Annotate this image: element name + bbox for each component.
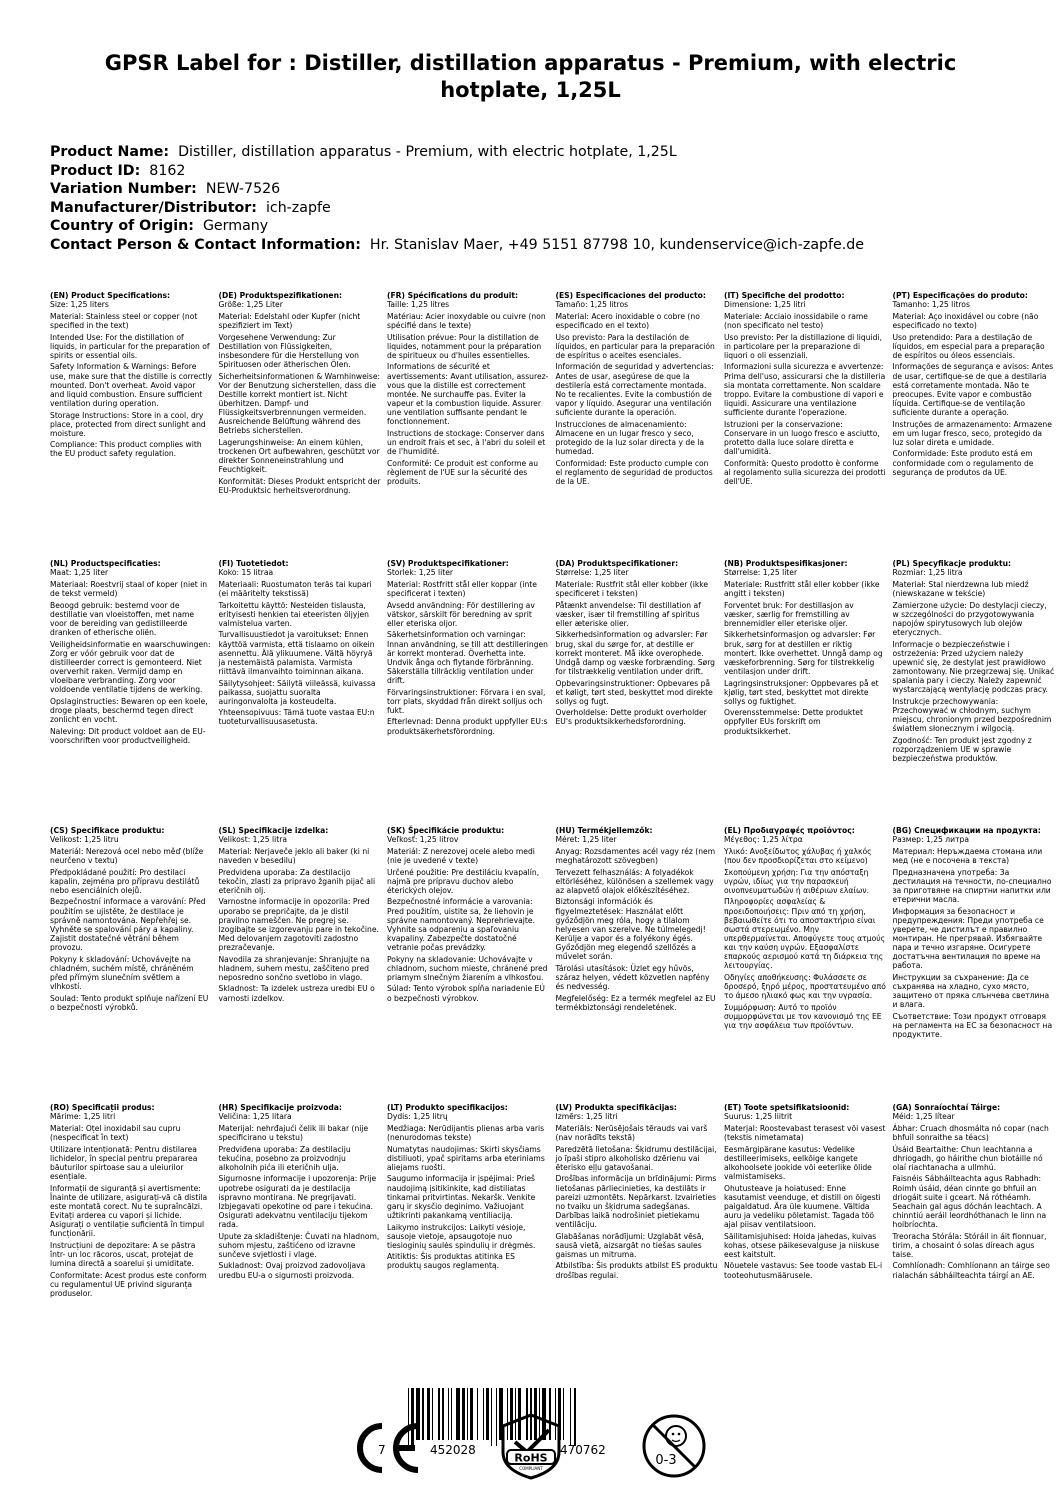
- spec-paragraph: Uso pretendido: Para a destilação de líquidos, em especial para a preparação de espíritos ou óleos essenciais.: [892, 332, 1045, 360]
- spec-title: (HU) Termékjellemzők:: [555, 826, 653, 835]
- spec-title: (DA) Produktspecifikationer:: [555, 559, 679, 568]
- spec-paragraph: Atitiktis: Šis produktas atitinka ES produktų saugos reglamentą.: [387, 1252, 515, 1271]
- spec-block: [724, 291, 886, 488]
- spec-paragraph: Utilisation prévue: Pour la distillation de liquides, notamment pour la préparation de spiritueux ou d'huiles essentielles.: [387, 332, 542, 360]
- spec-title: (EN) Product Specifications:: [50, 291, 171, 300]
- spec-title: (SL) Specifikacije izdelka:: [218, 826, 329, 835]
- spec-paragraph: Bezpečnostné informácie a varovania: Pred použitím, uistite sa, že liehovin je správne namontovaný. Neprehrievajte. Vyhnite sa odpareniu a spaľovaniu kvapaliny. Zabezpečte dostatočné vetranie počas prevádzky.: [387, 897, 535, 952]
- spec-paragraph: Size: 1,25 liters: [50, 300, 109, 310]
- spec-title: (HR) Specifikacije proizvoda:: [218, 1103, 342, 1112]
- spec-title: (CS) Specifikace produktu:: [50, 826, 165, 835]
- spec-paragraph: Atbilstība: Šis produkts atbilst ES produktu drošības regulai.: [555, 1261, 718, 1280]
- spec-block: [556, 559, 718, 729]
- spec-paragraph: Pokyny na skladovanie: Uchovávajte v chladnom, suchom mieste, chránené pred priamym slnečným žiarením a vlhkosťou.: [387, 954, 548, 982]
- product-info-row: [50, 236, 1030, 255]
- spec-paragraph: Säkerhetsinformation och varningar: Innan användning, se till att destilleringen är korrekt monterad. Överhetta inte. Undvik ånga och flytande förbränning. Säkerställa tillräcklig ventilation under drift.: [387, 630, 548, 685]
- spec-paragraph: Laikymo instrukcijos: Laikyti vėsioje, sausoje vietoje, apsaugotoje nuo tiesioginių saulės spindulių ir drėgmės.: [387, 1222, 536, 1250]
- spec-block: [387, 826, 549, 1005]
- spec-paragraph: Intended Use: For the distillation of liquids, in particular for the preparation of spirits or essential oils.: [50, 332, 210, 360]
- spec-paragraph: Informazioni sulla sicurezza e avvertenze: Prima dell'uso, assicurarsi che la distilleria sia montata correttamente. Non scaldare troppo. Evitare la combustione di vapori e liquidi. Assicurare una ventilazione sufficiente durante l'operazione.: [724, 362, 886, 417]
- product-info-value: ich-zapfe: [265, 199, 331, 216]
- spec-paragraph: Rozmiar: 1,25 litra: [892, 568, 963, 578]
- spec-block: [219, 291, 381, 498]
- spec-paragraph: Naleving: Dit product voldoet aan de EU-voorschriften voor productveiligheid.: [50, 726, 206, 745]
- spec-paragraph: Taille: 1,25 litres: [387, 300, 450, 310]
- spec-title: (FR) Spécifications du produit:: [387, 291, 519, 300]
- spec-block: [387, 291, 549, 488]
- product-info-label: Variation Number:: [50, 181, 197, 198]
- spec-paragraph: Conformità: Questo prodotto è conforme al regolamento sulla sicurezza dei prodotti dell'UE.: [724, 458, 886, 486]
- spec-paragraph: Materiál: Z nerezovej ocele alebo medi (nie je uvedené v texte): [387, 846, 535, 865]
- spec-block: [219, 826, 381, 1005]
- product-info-value: NEW-7526: [205, 181, 281, 198]
- spec-paragraph: Materiał: Stal nierdzewna lub miedź (niewskazane w tekście): [892, 579, 1029, 598]
- spec-paragraph: Určené použitie: Pre destiláciu kvapalín, najmä pre prípravu duchov alebo éterických olejov.: [387, 867, 540, 895]
- spec-block: [893, 826, 1055, 1042]
- age-label: 0-3: [655, 1453, 677, 1468]
- certification-icons: [0, 1412, 1061, 1500]
- spec-paragraph: Размер: 1,25 литра: [892, 835, 969, 845]
- spec-paragraph: Tarkoitettu käyttö: Nesteiden tislausta, erityisesti henkien tai eteeristen öljyjen valmistelua varten.: [218, 600, 369, 628]
- spec-paragraph: Biztonsági információk és figyelmeztetések: Használat előtt győződjön meg róla, hogy a tilalom helyesen van szerelve. Ne túlmelegedj! Kerülje a vapor és a folyékony égés. Győződjön meg elegendő szellőzés a művelet során.: [555, 897, 706, 961]
- spec-paragraph: Materiale: Rustfrit stål eller kobber (ikke specificeret i teksten): [555, 579, 709, 598]
- spec-title: (LT) Produkto specifikacijos:: [387, 1103, 508, 1112]
- spec-paragraph: Saugumo informacija ir įspėjimai: Prieš naudojimą įsitikinkite, kad distiliatas tinkamai pritvirtintas. Nekaršk. Venkite garų ir skysčio deginimo. Važiuojant užtikrinti pakankamą ventiliaciją.: [387, 1174, 536, 1220]
- product-info-label: Product ID:: [50, 162, 141, 179]
- spec-paragraph: Megfelelőség: Ez a termék megfelel az EU termékbiztonsági rendeletének.: [555, 993, 716, 1012]
- barcode-number-left: 7: [378, 1443, 386, 1457]
- spec-paragraph: Istruzioni per la conservazione: Conservare in un luogo fresco e asciutto, protetto dalla luce solare diretta e dall'umidità.: [724, 419, 880, 456]
- spec-paragraph: Sikkerhetsinformasjon og advarsler: Før bruk, sørg for at destillen er riktig montert. Ikke overhettet. Unngå damp og væskeforbrenning. Sørg for tilstrekkelig ventilasjon under drift.: [724, 630, 883, 676]
- spec-paragraph: Conformitate: Acest produs este conform cu regulamentul UE privind siguranța produselor.: [50, 1270, 207, 1298]
- spec-paragraph: Overholdelse: Dette produkt overholder EU's produktsikkerhedsforordning.: [555, 708, 707, 727]
- spec-paragraph: Material: Edelstahl oder Kupfer (nicht spezifiziert im Text): [218, 311, 361, 330]
- spec-paragraph: Úsáid Beartaithe: Chun leachtanna a dhriogadh, go háirithe chun biotáille nó olaí riachtanacha a ullmhú.: [892, 1144, 1043, 1172]
- spec-paragraph: Οδηγίες αποθήκευσης: Φυλάσσετε σε δροσερό, ξηρό μέρος, προστατευμένο από το άμεσο ηλιακό φως και την υγρασία.: [724, 972, 886, 1000]
- spec-paragraph: Koko: 15 litraa: [218, 568, 274, 578]
- spec-paragraph: Paredzētā lietošana: Šķidrumu destilācijai, jo īpaši stipro alkoholisko dzērienu vai ēterisko eļļu gatavošanai.: [555, 1144, 717, 1172]
- spec-title: (GA) Sonraíochtaí Táirge:: [892, 1103, 1001, 1112]
- spec-paragraph: Méid: 1,25 lítear: [892, 1112, 955, 1122]
- spec-paragraph: Σκοπούμενη χρήση: Για την απόσταξη υγρών, ιδίως για την παρασκευή οινοπνευματωδών ή αιθέριων ελαίων.: [724, 867, 869, 895]
- barcode-number-right: 470762: [560, 1443, 606, 1457]
- spec-paragraph: Materiál: Nerezová ocel nebo měď (blíže neurčeno v textu): [50, 846, 204, 865]
- spec-paragraph: Ohutusteave ja hoiatused: Enne kasutamist veenduge, et distill on õigesti paigaldatud. Ära üle kuumene. Vältida auru ja vedeliku põletamist. Tagada töö ajal piisav ventilatsioon.: [724, 1183, 881, 1229]
- spec-paragraph: Yhteensopivuus: Tämä tuote vastaa EU:n tuoteturvallisuusasetusta.: [218, 708, 375, 727]
- spec-paragraph: Πληροφορίες ασφαλείας & προειδοποιήσεις: Πριν από τη χρήση, βεβαιωθείτε ότι το αποστακτήριο είναι σωστά στερεωμένο. Μην υπερθερμαίνεται. Αποφύγετε τους ατμούς και την καύση υγρών. Εξασφαλίστε επαρκούς αερισμού κατά τη διάρκεια της λειτουργίας.: [724, 897, 886, 971]
- spec-paragraph: Turvallisuustiedot ja varoitukset: Ennen käyttöä varmista, että tislaamo on oikein asennettu. Älä ylikuumene. Vältä höyryä ja nestemäistä palamista. Varmista riittävä ilmanvaihto toiminnan aikana.: [218, 630, 375, 676]
- product-info-value: 8162: [149, 162, 186, 179]
- spec-paragraph: Tamanho: 1,25 litros: [892, 300, 970, 310]
- spec-title: (PL) Specyfikacje produktu:: [892, 559, 1012, 568]
- spec-paragraph: Información de seguridad y advertencias: Antes de usar, asegúrese de que la destilería está correctamente montada. No te recalientes. Evite la combustión de vapor y líquido. Asegurar una ventilación suficiente durante la operación.: [555, 362, 714, 417]
- spec-paragraph: Opslaginstructies: Bewaren op een koele, droge plaats, beschermd tegen direct zonlicht en vocht.: [50, 696, 208, 724]
- spec-paragraph: Faisnéis Sábháilteachta agus Rabhadh: Roimh úsáid, déan cinnte go bhfuil an driogáit suite i gceart. Ná róthéamh. Seachain gal agus dóchán leachtach. A chinntiú aeráil leordhóthanach le linn na hoibríochta.: [892, 1174, 1047, 1229]
- spec-title: (IT) Specifiche del prodotto:: [724, 291, 845, 300]
- spec-paragraph: Lagringsinstruksjoner: Oppbevares på et kjølig, tørt sted, beskyttet mot direkte sollys og fuktighet.: [724, 678, 879, 706]
- spec-paragraph: Vorgesehene Verwendung: Zur Destillation von Flüssigkeiten, insbesondere für die Herstellung von Spirituosen oder ätherischen Ölen.: [218, 332, 359, 369]
- spec-paragraph: Instrucciones de almacenamiento: Almacene en un lugar fresco y seco, protegido de la luz solar directa y de la humedad.: [555, 419, 705, 456]
- spec-paragraph: Informacje o bezpieczeństwie i ostrzeżenia: Przed użyciem należy upewnić się, że destylat jest prawidłowo zamontowany. Nie przegrzewaj się. Unikać spalania pary i cieczy. Należy zapewnić wystarczającą wentylację podczas pracy.: [892, 639, 1055, 694]
- spec-paragraph: Upute za skladištenje: Čuvati na hladnom, suhom mjestu, zaštićeno od izravne sunčeve svjetlosti i vlage.: [218, 1231, 380, 1259]
- spec-paragraph: Instrucțiuni de depozitare: A se păstra într- un loc răcoros, uscat, protejat de lumina directă a soarelui și umiditate.: [50, 1240, 196, 1268]
- spec-title: (SV) Produktspecifikationer:: [387, 559, 509, 568]
- spec-paragraph: Maat: 1,25 liter: [50, 568, 109, 578]
- spec-paragraph: Informații de siguranță și avertismente: Înainte de utilizare, asigurați-vă că distila este montată corect. Nu te supraîncălzi. Evitați arderea cu vapori și lichide. Asigurați o ventilație suficientă în timpul funcționării.: [50, 1183, 208, 1238]
- spec-block: [556, 826, 718, 1014]
- spec-paragraph: Materiaali: Ruostumaton teräs tai kupari (ei määritelty tekstissä): [218, 579, 372, 598]
- spec-title: (ET) Toote spetsifikatsioonid:: [724, 1103, 850, 1112]
- spec-paragraph: Storage Instructions: Store in a cool, dry place, protected from direct sunlight and moisture.: [50, 410, 206, 438]
- spec-block: [724, 826, 886, 1033]
- spec-paragraph: Materiaal: Roestvrij staal of koper (niet in de tekst vermeld): [50, 579, 208, 598]
- spec-paragraph: Skladnost: Ta izdelek ustreza uredbi EU o varnosti izdelkov.: [218, 984, 375, 1003]
- spec-paragraph: Instrukcje przechowywania: Przechowywać w chłodnym, suchym miejscu, chronionym przed bezpośrednim światłem słonecznym i wilgocią.: [892, 696, 1052, 733]
- spec-paragraph: Material: Aço inoxidável ou cobre (não especificado no texto): [892, 311, 1039, 330]
- spec-title: (EL) Προδιαγραφές προϊόντος:: [724, 826, 855, 835]
- spec-paragraph: Izmērs: 1,25 litri: [555, 1112, 618, 1122]
- spec-title: (LV) Produkta specifikācijas:: [555, 1103, 677, 1112]
- spec-paragraph: Predviđena uporaba: Za destilaciju tekućina, posebno za proizvodnju alkoholnih pića ili eteričnih ulja.: [218, 1144, 351, 1172]
- product-info-row: [50, 180, 1030, 199]
- spec-paragraph: Conformidade: Este produto está em conformidade com o regulamento de segurança de produtos da UE.: [892, 449, 1034, 477]
- product-info: [50, 143, 1030, 255]
- spec-paragraph: Mărime: 1,25 litri: [50, 1112, 116, 1122]
- spec-paragraph: Materiale: Acciaio inossidabile o rame (non specificato nel testo): [724, 311, 868, 330]
- spec-paragraph: Numatytas naudojimas: Skirti skysčiams distiliuoti, ypač spiritams arba eteriniams aliejams ruošti.: [387, 1144, 545, 1172]
- spec-block: [219, 1103, 381, 1282]
- spec-paragraph: Materijal: nehrđajući čelik ili bakar (nije specificirano u tekstu): [218, 1123, 369, 1142]
- spec-paragraph: Forventet bruk: For destillasjon av væsker, særlig for fremstilling av brennemidler eller eteriske oljer.: [724, 600, 854, 628]
- spec-block: [724, 559, 886, 738]
- spec-paragraph: Zgodność: Ten produkt jest zgodny z rozporządzeniem UE w sprawie bezpieczeństwa produktów.: [892, 735, 1032, 763]
- spec-paragraph: Konformität: Dieses Produkt entspricht der EU-Produktsic herheitsverordnung.: [218, 476, 381, 495]
- spec-block: [387, 559, 549, 738]
- spec-paragraph: Predvidena uporaba: Za destilacijo tekočin, zlasti za pripravo žganih pijač ali eteričnih olj.: [218, 867, 376, 895]
- product-info-row: [50, 217, 1030, 236]
- spec-paragraph: Glabāšanas norādījumi: Uzglabāt vēsā, sausā vietā, aizsargāt no tiešas saules gaismas un mitruma.: [555, 1231, 704, 1259]
- spec-paragraph: Material: Nerjaveče jeklo ali baker (ki ni naveden v besedilu): [218, 846, 370, 865]
- product-info-row: [50, 199, 1030, 218]
- spec-paragraph: Uso previsto: Para la destilación de líquidos, en particular para la preparación de espíritus o aceites esenciales.: [555, 332, 715, 360]
- product-info-label: Product Name:: [50, 144, 170, 160]
- product-info-label: Country of Origin:: [50, 218, 194, 235]
- spec-paragraph: Veiligheidsinformatie en waarschuwingen: Zorg er vóór gebruik voor dat de distilleerder correct is gemonteerd. Niet oververhit raken. Vermijd damp en vloeibare verbranding. Zorg voor voldoende ventilatie tijdens de werking.: [50, 639, 211, 694]
- spec-paragraph: Medžiaga: Nerūdijantis plienas arba varis (nenurodomas tekste): [387, 1123, 545, 1142]
- spec-paragraph: Påtænkt anvendelse: Til destillation af væsker, især til fremstilling af spiritus eller æteriske olier.: [555, 600, 701, 628]
- spec-paragraph: Pokyny k skladování: Uchovávejte na chladném, suchém místě, chráněném před přímým slunečním světlem a vlhkostí.: [50, 954, 194, 991]
- spec-paragraph: Informations de sécurité et avertissements: Avant utilisation, assurez-vous que la distille est correctement montée. Ne surchauffe pas. Éviter la vapeur et la combustion liquide. Assurer une ventilation suffisante pendant le fonctionnement.: [387, 362, 549, 426]
- spec-paragraph: Beoogd gebruik: bestemd voor de destillatie van vloeistoffen, met name voor de bereiding van gedistilleerde dranken of etherische oliën.: [50, 600, 195, 637]
- spec-paragraph: Compliance: This product complies with the EU product safety regulation.: [50, 440, 202, 459]
- spec-paragraph: Sicherheitsinformationen & Warnhinweise: Vor der Benutzung sicherstellen, dass die Destille korrekt montiert ist. Nicht überhitzen. Dampf- und Flüssigkeitsverbrennungen vermeiden. Ausreichende Belüftung während des Betriebs sicherstellen.: [218, 371, 381, 436]
- spec-block: [556, 1103, 718, 1282]
- spec-paragraph: Säilytysohjeet: Säilytä viileässä, kuivassa paikassa, suojattu suoralta auringonvalolta ja kosteudelta.: [218, 678, 376, 706]
- spec-paragraph: Størrelse: 1,25 liter: [555, 568, 629, 578]
- product-info-row: [50, 143, 1030, 162]
- spec-paragraph: Veľkosť: 1,25 litrov: [387, 835, 459, 845]
- spec-paragraph: Инструкции за съхранение: Да се съхранява на хладно, сухо място, защитено от пряка слънчева светлина и влага.: [892, 972, 1050, 1010]
- spec-paragraph: Съответствие: Този продукт отговаря на регламента на ЕС за безопасност на продуктите.: [892, 1011, 1053, 1039]
- spec-paragraph: Suurus: 1,25 liitrit: [724, 1112, 793, 1122]
- spec-paragraph: Méret: 1,25 liter: [555, 835, 617, 845]
- spec-paragraph: Μέγεθος: 1,25 λίτρα: [724, 835, 803, 845]
- spec-paragraph: Informações de segurança e avisos: Antes de usar, certifique-se de que a destilaria está corretamente montada. Não te preocupes. Evite vapor e combustão líquida. Certifique-se de ventilação suficiente durante a operação.: [892, 362, 1054, 417]
- spec-title: (FI) Tuotetiedot:: [218, 559, 289, 568]
- spec-block: [724, 1103, 886, 1282]
- spec-paragraph: Tamaño: 1,25 litros: [555, 300, 629, 310]
- spec-paragraph: Информация за безопасност и предупреждения: Преди употреба се уверете, че дистилът е правилно монтиран. Не прегрявай. Избягвайте пара и течно изгаряне. Осигурете достатъчна вентилация по време на работа.: [892, 906, 1044, 971]
- rohs-label: RoHS: [514, 1451, 548, 1465]
- spec-paragraph: Varnostne informacije in opozorila: Pred uporabo se prepričajte, da je distil pravilno nameščen. Ne pregrej se. Izogibajte se izgorevanju pare in tekočine. Med delovanjem zagotoviti zadostno prezračevanje.: [218, 897, 379, 952]
- spec-paragraph: Bezpečnostní informace a varování: Před použitím se ujistěte, že destilace je správně namontována. Nepřehřej se. Vyhněte se spalování páry a kapaliny. Zajistit dostatečné větrání během provozu.: [50, 897, 206, 952]
- spec-paragraph: Efterlevnad: Denna produkt uppfyller EU:s produktsäkerhetsförordning.: [387, 717, 548, 736]
- spec-paragraph: Conformité: Ce produit est conforme au règlement de l'UE sur la sécurité des produits.: [387, 458, 539, 486]
- product-info-label: Manufacturer/Distributor:: [50, 199, 257, 216]
- spec-block: [50, 559, 212, 747]
- spec-paragraph: Velikost: 1,25 litra: [218, 835, 287, 845]
- spec-title: (PT) Especificações do produto:: [892, 291, 1028, 300]
- spec-paragraph: Navodila za shranjevanje: Shranjujte na hladnem, suhem mestu, zaščiteno pred neposredno sončno svetlobo in vlago.: [218, 954, 370, 982]
- spec-block: [50, 291, 212, 461]
- product-info-value: Germany: [202, 218, 269, 235]
- barcode-number-middle: 452028: [430, 1443, 476, 1457]
- spec-paragraph: Tervezett felhasználás: A folyadékok eltörléséhez, különösen a szellemek vagy az alapvető olajok előkészítéséhez.: [555, 867, 714, 895]
- spec-title: (DE) Produktspezifikationen:: [218, 291, 343, 300]
- spec-paragraph: Material: Acero inoxidable o cobre (no especificado en el texto): [555, 311, 700, 330]
- spec-paragraph: Instructions de stockage: Conserver dans un endroit frais et sec, à l'abri du soleil et de l'humidité.: [387, 428, 546, 456]
- spec-paragraph: Materiāls: Nerūsējošais tērauds vai varš (nav norādīts tekstā): [555, 1123, 708, 1142]
- spec-paragraph: Conformidad: Este producto cumple con el reglamento de seguridad de productos de la UE.: [555, 458, 713, 486]
- spec-title: (ES) Especificaciones del producto:: [555, 291, 706, 300]
- age-warning-0-3-icon: [640, 1412, 708, 1480]
- spec-title: (RO) Specificații produs:: [50, 1103, 155, 1112]
- spec-paragraph: Nõuetele vastavus: See toode vastab EL-i tooteohutusmäärusele.: [724, 1261, 883, 1280]
- spec-paragraph: Materiale: Rustfritt stål eller kobber (ikke angitt i teksten): [724, 579, 880, 598]
- spec-paragraph: Drošības informācija un brīdinājumi: Pirms lietošanas pārliecinieties, ka destilāts ir pareizi uzmontēts. Nepārkarst. Izvairieties no tvaiku un šķidruma sadegšanas. Darbības laikā nodrošiniet pietiekamu ventilāciju.: [555, 1174, 717, 1229]
- spec-block: [893, 559, 1055, 766]
- spec-paragraph: Předpokládané použití: Pro destilaci kapalin, zejména pro přípravu destilátů nebo esenciálních olejů.: [50, 867, 200, 895]
- spec-paragraph: Материал: Неръждаема стомана или мед (не е посочена в текста): [892, 846, 1043, 865]
- spec-paragraph: Utilizare intenționată: Pentru distilarea lichidelor, în special pentru prepararea băuturilor spirtoase sau a uleiurilor esențiale.: [50, 1144, 198, 1181]
- spec-paragraph: Materjal: Roostevabast terasest või vasest (tekstis nimetamata): [724, 1123, 886, 1142]
- spec-paragraph: Matériau: Acier inoxydable ou cuivre (non spécifié dans le texte): [387, 311, 546, 330]
- spec-title: (SK) Špecifikácie produktu:: [387, 826, 505, 835]
- spec-paragraph: Material: Oțel inoxidabil sau cupru (nespecificat în text): [50, 1123, 181, 1142]
- product-info-label: Contact Person & Contact Information:: [50, 236, 361, 253]
- spec-block: [50, 826, 212, 1014]
- spec-block: [893, 291, 1055, 479]
- spec-paragraph: Sukladnost: Ovaj proizvod zadovoljava uredbu EU-a o sigurnosti proizvoda.: [218, 1261, 366, 1280]
- spec-paragraph: Dydis: 1,25 litrų: [387, 1112, 448, 1122]
- spec-paragraph: Safety Information & Warnings: Before use, make sure that the distille is correctly mounted. Don't overheat. Avoid vapor and liquid combustion. Ensure sufficient ventilation during operation.: [50, 362, 213, 408]
- rohs-sub-label: COMPLIANT: [519, 1466, 543, 1471]
- spec-paragraph: Material: Rostfritt stål eller koppar (inte specificerat i texten): [387, 579, 537, 598]
- spec-paragraph: Anyag: Rozsdamentes acél vagy réz (nem meghatározott szövegben): [555, 846, 716, 865]
- spec-paragraph: Предназначена употреба: За дестилация на течности, по-специално за приготвяне на спиртни напитки или етерични масла.: [892, 867, 1052, 904]
- spec-paragraph: Material: Stainless steel or copper (not specified in the text): [50, 311, 198, 330]
- spec-title: (BG) Спецификации на продукта:: [892, 826, 1041, 835]
- spec-paragraph: Størrelse: 1,25 liter: [724, 568, 798, 578]
- spec-paragraph: Ábhar: Cruach dhosmálta nó copar (nach bhfuil sonraithe sa téacs): [892, 1123, 1049, 1142]
- spec-paragraph: Größe: 1,25 Liter: [218, 300, 283, 310]
- spec-paragraph: Συμμόρφωση: Αυτό το προϊόν συμμορφώνεται με τον κανονισμό της ΕΕ για την ασφάλεια των προϊόντων.: [724, 1002, 882, 1030]
- spec-block: [219, 559, 381, 729]
- spec-paragraph: Lagerungshinweise: An einem kühlen, trockenen Ort aufbewahren, geschützt vor direkter Sonneneinstrahlung und Feuchtigkeit.: [218, 437, 380, 475]
- spec-paragraph: Opbevaringsinstruktioner: Opbevares på et køligt, tørt sted, beskyttet mod direkte sollys og fugt.: [555, 678, 713, 706]
- spec-paragraph: Uso previsto: Per la distillazione di liquidi, in particolare per la preparazione di liquori o oli essenziali.: [724, 332, 883, 360]
- spec-paragraph: Soulad: Tento produkt splňuje nařízení EU o bezpečnosti výrobků.: [50, 993, 209, 1012]
- spec-paragraph: Förvaringsinstruktioner: Förvara i en sval, torr plats, skyddad från direkt solljus och fukt.: [387, 687, 546, 715]
- spec-paragraph: Tárolási utasítások: Üzlet egy hűvös, száraz helyen, védett közvetlen napfény és nedvesség.: [555, 963, 710, 991]
- spec-paragraph: Zamierzone użycie: Do destylacji cieczy, w szczególności do przygotowywania napojów spirytusowych lub olejów eterycznych.: [892, 600, 1047, 637]
- spec-paragraph: Säilitamisjuhised: Hoida jahedas, kuivas kohas, otsese päikesevalguse ja niiskuse eest kaitstult.: [724, 1231, 880, 1259]
- spec-paragraph: Velikost: 1,25 litru: [50, 835, 119, 845]
- spec-title: (NB) Produktspesifikasjoner:: [724, 559, 848, 568]
- rohs-compliant-icon: [497, 1412, 565, 1480]
- spec-paragraph: Eesmärgipärane kasutus: Vedelike destilleerimiseks, eelkõige kangete alkohoolsete jookide või eeterlike õlide valmistamiseks.: [724, 1144, 872, 1181]
- spec-paragraph: Veličina: 1,25 litara: [218, 1112, 292, 1122]
- spec-paragraph: Dimensione: 1,25 litri: [724, 300, 806, 310]
- spec-paragraph: Instruções de armazenamento: Armazene em um lugar fresco, seco, protegido da luz solar direta e umidade.: [892, 419, 1052, 447]
- spec-paragraph: Sigurnosne informacije i upozorenja: Prije upotrebe osigurati da je destilacija ispravno montirana. Ne pregrijavati. Izbjegavati opekotine od pare i tekućina. Osigurati adekvatnu ventilaciju tijekom rada.: [218, 1174, 377, 1229]
- spec-paragraph: Overensstemmelse: Dette produktet oppfyller EUs forskrift om produktsikkerhet.: [724, 708, 863, 736]
- ce-mark-icon: [352, 1420, 424, 1476]
- spec-paragraph: Sikkerhedsinformation og advarsler: Før brug, skal du sørge for, at destille er korrekt monteret. Må ikke overophede. Undgå damp og væske forbrænding. Sørg for tilstrækkelig ventilation under drift.: [555, 630, 716, 676]
- page-title: GPSR Label for : Distiller, distillation apparatus - Premium, with electric hotplate, 1,25L: [104, 51, 957, 102]
- spec-block: [387, 1103, 549, 1273]
- spec-title: (NL) Productspecificaties:: [50, 559, 161, 568]
- spec-block: [556, 291, 718, 488]
- spec-block: [893, 1103, 1055, 1282]
- product-info-value: Distiller, distillation apparatus - Premium, with electric hotplate, 1,25L: [178, 144, 677, 160]
- product-info-row: [50, 162, 1030, 181]
- spec-paragraph: Súlad: Tento výrobok spĺňa nariadenie EÚ o bezpečnosti výrobkov.: [387, 984, 545, 1003]
- spec-paragraph: Υλικό: Ανοξείδωτος χάλυβας ή χαλκός (που δεν προσδιορίζεται στο κείμενο): [724, 846, 872, 865]
- product-info-value: Hr. Stanislav Maer, +49 5151 87798 10, kundenservice@ich-zapfe.de: [369, 236, 865, 253]
- spec-paragraph: Comhlíonadh: Comhlíonann an táirge seo rialachán sábháilteachta táirgí an AE.: [892, 1261, 1050, 1280]
- spec-paragraph: Storlek: 1,25 liter: [387, 568, 454, 578]
- spec-block: [50, 1103, 212, 1300]
- spec-paragraph: Avsedd användning: För destillering av vätskor, särskilt för beredning av sprit eller eteriska oljor.: [387, 600, 535, 628]
- spec-paragraph: Treoracha Stórála: Stóráil in áit fionnuar, tirim, a chosaint ó solas díreach agus taise.: [892, 1231, 1047, 1259]
